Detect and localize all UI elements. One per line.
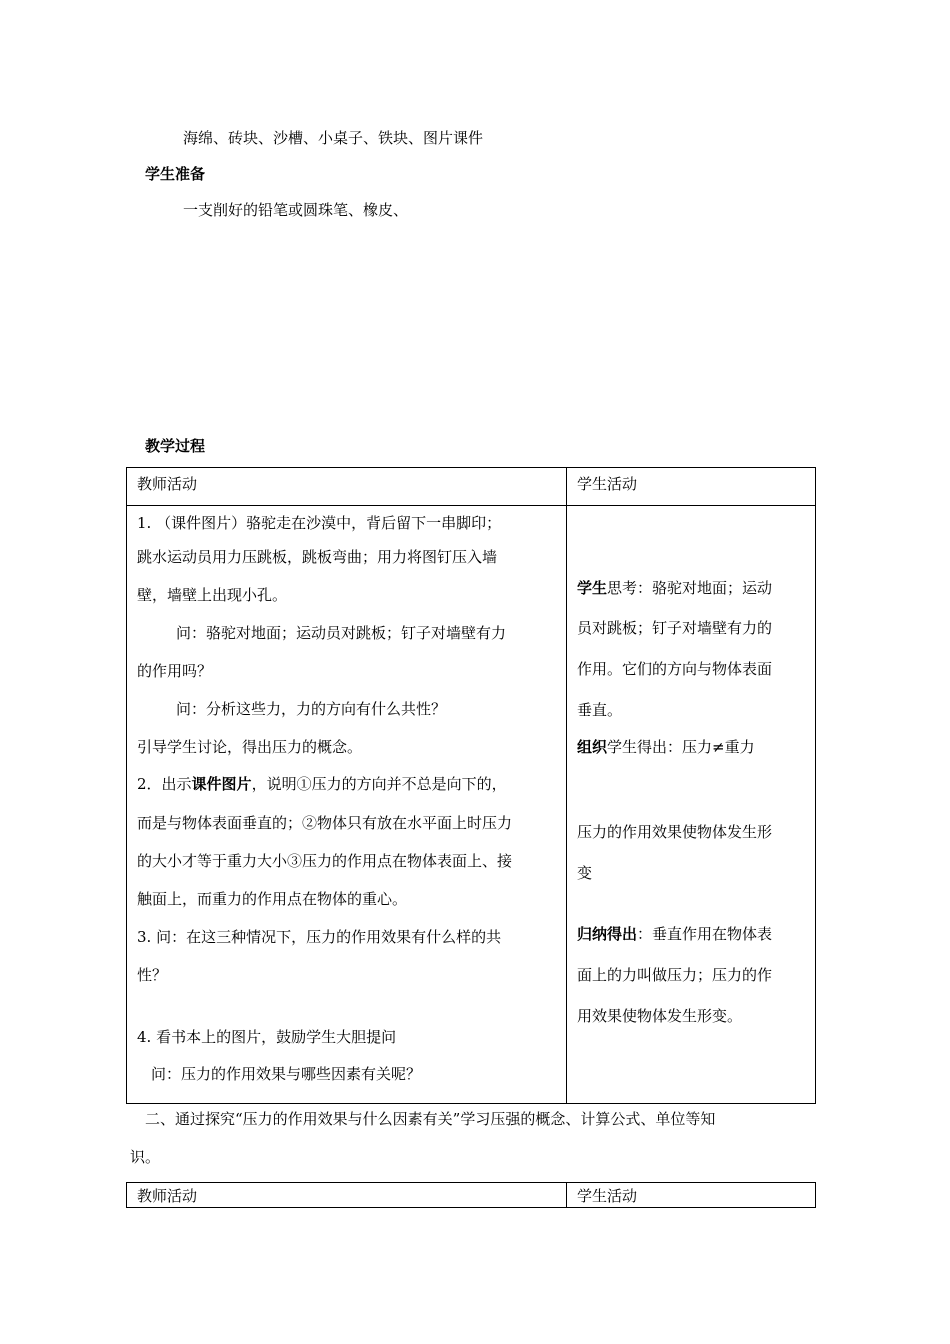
teacher-line: 问：分析这些力，力的方向有什么共性？ <box>176 700 447 718</box>
teacher-line-with-bold <box>137 774 507 794</box>
student-line-with-bold <box>577 578 772 598</box>
teacher-line: 4. 看书本上的图片，鼓励学生大胆提问 <box>137 1028 397 1046</box>
teacher-line-bold: 课件图片 <box>191 775 252 793</box>
table2-header-student: 学生活动 <box>577 1187 638 1205</box>
teacher-line-post: ，说明①压力的方向并不总是向下的， <box>251 775 507 793</box>
student-line: 用效果使物体发生形变。 <box>577 1007 743 1025</box>
table2-header-teacher: 教师活动 <box>137 1187 198 1205</box>
teacher-line: 跳水运动员用力压跳板，跳板弯曲；用力将图钉压入墙 <box>137 548 498 566</box>
student-line: 员对跳板；钉子对墙壁有力的 <box>577 619 773 637</box>
table-header-teacher: 教师活动 <box>137 475 198 493</box>
student-line-with-bold <box>577 737 755 757</box>
table2-header-student-cell <box>567 1183 816 1208</box>
table-header-student: 学生活动 <box>577 475 638 493</box>
teaching-process-table <box>126 467 816 1104</box>
teacher-line: 而是与物体表面垂直的；②物体只有放在水平面上时压力 <box>137 814 513 832</box>
table2-header-teacher-cell <box>127 1183 567 1208</box>
student-line-post: 学生得出：压力≠重力 <box>607 738 755 756</box>
student-prep-heading: 学生准备 <box>145 165 206 183</box>
section2-line-1: 二、通过探究“压力的作用效果与什么因素有关”学习压强的概念、计算公式、单位等知 <box>145 1110 716 1128</box>
teacher-line: 引导学生讨论，得出压力的概念。 <box>137 738 363 756</box>
student-line: 变 <box>577 864 593 882</box>
student-line: 压力的作用效果使物体发生形 <box>577 823 773 841</box>
section2-line-2: 识。 <box>130 1148 161 1166</box>
student-line: 作用。它们的方向与物体表面 <box>577 660 773 678</box>
student-line-bold: 归纳得出 <box>577 925 638 943</box>
student-line-post: ：垂直作用在物体表 <box>637 925 773 943</box>
teacher-line: 问：压力的作用效果与哪些因素有关呢？ <box>151 1065 422 1083</box>
teacher-line: 性？ <box>137 966 168 984</box>
student-line-bold: 学生 <box>577 579 608 597</box>
teacher-line: 的大小才等于重力大小③压力的作用点在物体表面上、接 <box>137 852 513 870</box>
table-header-teacher-cell <box>127 468 567 506</box>
teacher-line-pre: 2．出示 <box>137 775 192 793</box>
student-line: 垂直。 <box>577 701 623 719</box>
table-header-student-cell <box>567 468 816 506</box>
student-line-bold: 组织 <box>577 738 608 756</box>
student-line-with-bold <box>577 924 772 944</box>
teacher-line: 问：骆驼对地面；运动员对跳板；钉子对墙壁有力 <box>176 624 507 642</box>
teacher-line: 3. 问：在这三种情况下，压力的作用效果有什么样的共 <box>137 928 502 946</box>
inquiry-table <box>126 1182 816 1208</box>
student-line: 面上的力叫做压力；压力的作 <box>577 966 773 984</box>
student-activity-cell <box>567 506 816 1104</box>
student-prep-text: 一支削好的铅笔或圆珠笔、橡皮、 <box>183 201 409 219</box>
teacher-line: 壁，墙壁上出现小孔。 <box>137 586 288 604</box>
teacher-line: 的作用吗？ <box>137 662 213 680</box>
teacher-line: 触面上，而重力的作用点在物体的重心。 <box>137 890 408 908</box>
materials-text: 海绵、砖块、沙槽、小桌子、铁块、图片课件 <box>183 129 484 147</box>
teacher-activity-cell <box>127 506 567 1104</box>
teacher-line: 1. （课件图片）骆驼走在沙漠中，背后留下一串脚印； <box>137 514 502 532</box>
student-line-post: 思考：骆驼对地面；运动 <box>607 579 773 597</box>
process-heading: 教学过程 <box>145 437 206 455</box>
